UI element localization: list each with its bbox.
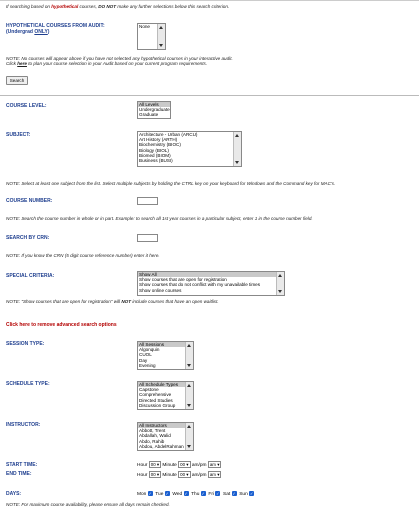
end-hour-value: 00 [150, 472, 156, 477]
note-text: include courses that have an open waitlist. [131, 299, 219, 304]
select-option[interactable]: Biochemistry (BIOC) [139, 142, 181, 148]
note-emphasis: hypothetical [51, 4, 79, 9]
minute-label: Minute [162, 472, 177, 478]
note-text: courses, [78, 4, 99, 9]
end-minute-value: 00 [180, 472, 186, 477]
scroll-down-icon[interactable] [235, 161, 239, 164]
note-text: If searching based on [6, 4, 52, 9]
check-icon[interactable]: ✓ [216, 491, 220, 496]
note-emphasis: DO NOT [98, 4, 117, 9]
subject-label: SUBJECT: [6, 132, 31, 138]
hour-label: Hour [137, 472, 148, 478]
note-text: make any further selections below this search criterion. [116, 4, 230, 9]
note-text: NOTE: "Show courses that are open for registration" will [6, 299, 122, 304]
select-option[interactable]: Show All [138, 272, 284, 277]
hypothetical-courses-select[interactable] [137, 23, 166, 50]
select-option[interactable]: Architecture - Urban (ARCU) [139, 132, 198, 137]
day-label-tue: Tue [155, 491, 164, 497]
top-divider [0, 0, 419, 1]
select-option[interactable]: Business (BUSI) [139, 158, 173, 164]
scroll-up-icon[interactable] [235, 134, 239, 137]
ampm-label: am/pm [191, 472, 207, 478]
special-criteria-select[interactable] [137, 271, 285, 296]
select-option[interactable]: Evening [139, 362, 156, 368]
hypothetical-label [6, 23, 105, 35]
select-option[interactable]: Show courses that are open for registration [139, 277, 227, 283]
check-icon[interactable]: ✓ [232, 491, 236, 496]
select-option[interactable]: Abbott, Trent [139, 428, 166, 434]
audit-note-line1: NOTE: No courses will appear above if you have not selected any hypothetical courses in your interactive audit. [6, 56, 233, 61]
select-option[interactable]: Biology (BIOL) [139, 147, 169, 153]
select-option[interactable]: Directed Studies [139, 397, 173, 403]
audit-here-link[interactable]: here [17, 61, 27, 66]
select-option[interactable]: Undergraduate [139, 107, 170, 113]
section-divider [0, 95, 419, 96]
hour-label: Hour [137, 462, 148, 468]
select-option[interactable]: CUOL [139, 352, 152, 358]
special-criteria-label: SPECIAL CRITERIA: [6, 273, 55, 279]
day-label-mon: Mon [137, 491, 147, 497]
scroll-up-icon[interactable] [187, 344, 191, 347]
ampm-label: am/pm [191, 462, 207, 468]
day-label-thu: Thu [191, 491, 200, 497]
scrollbar[interactable] [276, 272, 284, 295]
hypothetical-warning-note [6, 4, 416, 9]
scroll-down-icon[interactable] [159, 44, 163, 47]
scrollbar[interactable] [185, 342, 193, 369]
remove-advanced-search-link[interactable]: Click here to remove advanced search options [6, 322, 117, 328]
select-option[interactable]: Capstone [139, 387, 159, 393]
scrollbar[interactable] [185, 382, 193, 409]
hypothetical-label-line2-end: ) [47, 29, 50, 35]
audit-note-text: Click [6, 61, 18, 66]
subject-select[interactable] [137, 131, 242, 167]
special-criteria-note [6, 299, 416, 304]
day-label-fri: Fri [208, 491, 214, 497]
instructor-label: INSTRUCTOR: [6, 422, 41, 428]
select-option[interactable]: Discussion Group [139, 402, 176, 408]
day-label-wed: Wed [172, 491, 183, 497]
select-option[interactable]: Abdallah, Walid [139, 433, 171, 439]
select-option[interactable]: All Levels [138, 102, 170, 107]
note-emphasis: NOT [121, 299, 132, 304]
session-type-select[interactable] [137, 341, 194, 370]
select-option[interactable]: Algonquin [139, 347, 160, 353]
select-option[interactable]: Biomed (BIOM) [139, 152, 171, 158]
days-row [137, 491, 254, 497]
check-icon[interactable]: ✓ [165, 491, 169, 496]
scrollbar[interactable] [233, 132, 241, 166]
instructor-select[interactable] [137, 422, 194, 451]
start-ampm-select[interactable]: am ▾ [209, 462, 220, 467]
audit-note [6, 56, 416, 66]
course-level-label: COURSE LEVEL: [6, 103, 47, 109]
start-ampm-value: am [209, 462, 216, 467]
scroll-up-icon[interactable] [159, 26, 163, 29]
hypothetical-label-line2: (Undergrad [6, 29, 35, 35]
check-icon[interactable]: ✓ [148, 491, 152, 496]
schedule-type-label: SCHEDULE TYPE: [6, 381, 50, 387]
scroll-down-icon[interactable] [187, 445, 191, 448]
select-option[interactable]: Graduate [139, 112, 159, 118]
select-option[interactable]: Art History (ARTH) [139, 137, 178, 143]
select-option[interactable]: None [139, 24, 150, 29]
days-label: DAYS: [6, 491, 22, 497]
scroll-up-icon[interactable] [187, 425, 191, 428]
end-time-label: END TIME: [6, 471, 32, 477]
scrollbar[interactable] [157, 24, 165, 49]
minute-label: Minute [162, 462, 177, 468]
check-icon[interactable]: ✓ [184, 491, 188, 496]
course-number-note: NOTE: Search the course number in whole or in part. Example: to search all 1st year courses in a particular subject, enter 1 in the course number field. [6, 216, 313, 221]
end-ampm-value: am [209, 472, 216, 477]
crn-note: NOTE: If you know the CRN (5 digit course reference number) enter it here. [6, 253, 160, 258]
scroll-down-icon[interactable] [187, 404, 191, 407]
end-time-row [137, 471, 221, 478]
start-hour-select[interactable]: 00 ▾ [150, 462, 160, 467]
select-option[interactable]: All Instructors [138, 423, 193, 428]
scroll-down-icon[interactable] [278, 290, 282, 293]
select-option[interactable]: Show online courses [139, 287, 182, 293]
days-note: NOTE: For maximum course availability, please ensure all days remain checked. [6, 502, 170, 507]
scroll-up-icon[interactable] [278, 274, 282, 277]
course-number-label: COURSE NUMBER: [6, 198, 53, 204]
scrollbar[interactable] [185, 423, 193, 450]
schedule-type-select[interactable] [137, 381, 194, 410]
crn-label: SEARCH BY CRN: [6, 235, 50, 241]
select-option[interactable]: Day [139, 357, 148, 363]
select-option[interactable]: All Sessions [138, 342, 193, 347]
hypothetical-label-line1: HYPOTHETICAL COURSES FROM AUDIT: [6, 23, 105, 29]
start-time-label: START TIME: [6, 462, 38, 468]
session-type-label: SESSION TYPE: [6, 341, 45, 347]
search-button[interactable]: Search [6, 76, 28, 85]
scroll-up-icon[interactable] [187, 384, 191, 387]
start-minute-value: 00 [180, 462, 186, 467]
subject-note: NOTE: Select at least one subject from the list. Select multiple subjects by holding the CTRL key on your keyboard for Windows and the Command key for MAC's. [6, 181, 336, 186]
scroll-down-icon[interactable] [187, 364, 191, 367]
check-icon[interactable]: ✓ [249, 491, 254, 496]
end-minute-select[interactable]: 00 ▾ [180, 472, 189, 477]
course-level-select[interactable] [137, 101, 171, 119]
select-option[interactable]: Show courses that do not conflict with my unavailable times [139, 282, 261, 288]
end-ampm-select[interactable]: am ▾ [209, 472, 220, 477]
select-option[interactable]: Abdou, AbdelRahman [139, 443, 184, 449]
select-option[interactable]: All Schedule Types [138, 382, 193, 387]
course-number-input[interactable] [137, 197, 158, 205]
start-time-row [137, 461, 221, 468]
hypothetical-only-text: ONLY [34, 29, 48, 35]
start-minute-select[interactable]: 00 ▾ [180, 462, 189, 467]
audit-note-text: to plan your course selection in your Audit based on your current program requirements. [26, 61, 208, 66]
select-option[interactable]: Comprehensive [139, 392, 172, 398]
crn-input[interactable] [137, 234, 158, 242]
end-hour-select[interactable]: 00 ▾ [150, 472, 160, 477]
check-icon[interactable]: ✓ [201, 491, 205, 496]
start-hour-value: 00 [150, 462, 156, 467]
day-label-sat: Sat [223, 491, 231, 497]
select-option[interactable]: Abdo, Rahib [139, 438, 165, 444]
day-label-sun: Sun [239, 491, 248, 497]
